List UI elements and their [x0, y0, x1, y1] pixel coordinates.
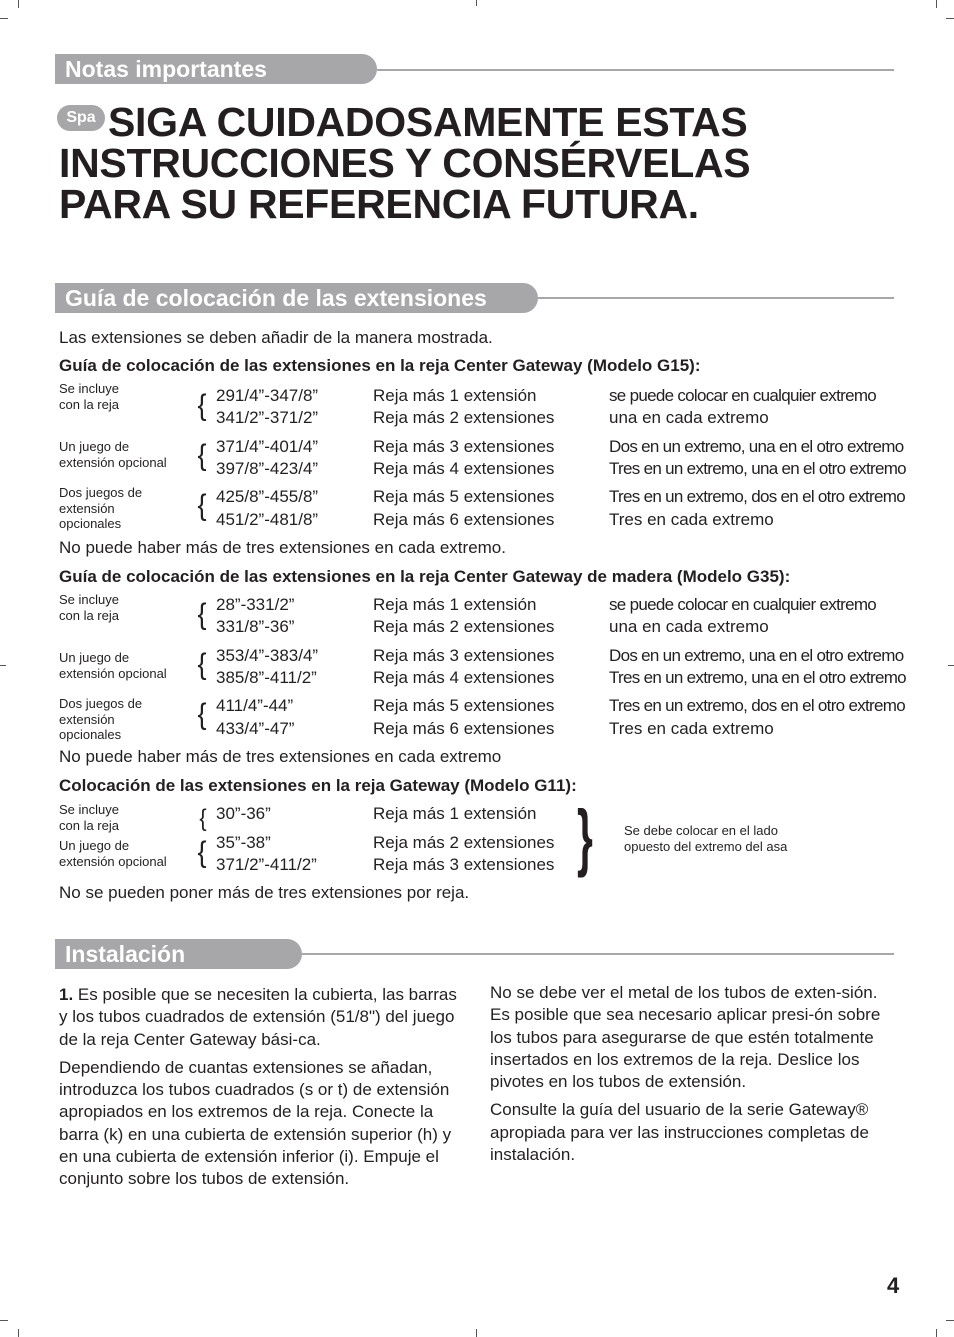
language-badge: Spa: [57, 105, 105, 131]
g11-group-2-brace: {: [197, 836, 207, 869]
g35-group-2-brace: {: [197, 648, 207, 681]
crop-mark-right: [948, 665, 954, 666]
g15-group-3-label: Dos juegos de extensión opcionales: [59, 485, 143, 531]
main-title-line-2: INSTRUCCIONES Y CONSÉRVELAS: [59, 140, 751, 186]
crop-mark-bl2: [0, 1320, 8, 1321]
g35-extensions: Reja más 4 extensiones: [373, 668, 555, 687]
g15-placement: una en cada extremo: [609, 408, 769, 427]
g11-group-2-label: Un juego de extensión opcional: [59, 838, 167, 869]
g35-group-1-label: Se incluye con la reja: [59, 592, 119, 623]
g35-placement: Tres en un extremo, dos en el otro extremo: [609, 696, 905, 715]
g15-placement: Dos en un extremo, una en el otro extremo: [609, 437, 904, 456]
g15-placement: se puede colocar en cualquier extremo: [609, 386, 877, 405]
g35-heading: Guía de colocación de las extensiones en la reja Center Gateway de madera (Modelo G35):: [59, 567, 791, 586]
g35-placement: se puede colocar en cualquier extremo: [609, 595, 877, 614]
g15-range: 425/8”-455/8”: [216, 487, 319, 506]
g15-placement: Tres en un extremo, dos en el otro extremo: [609, 487, 905, 506]
g35-extensions: Reja más 6 extensiones: [373, 719, 555, 738]
crop-mark-tr2: [946, 18, 954, 19]
g35-group-2-label: Un juego de extensión opcional: [59, 650, 167, 681]
g11-closing-brace: }: [577, 795, 593, 878]
section-rule-install: [302, 953, 894, 955]
g35-placement: Dos en un extremo, una en el otro extremo: [609, 646, 904, 665]
g15-group-2-label: Un juego de extensión opcional: [59, 439, 167, 470]
main-title-line-3: PARA SU REFERENCIA FUTURA.: [59, 181, 699, 227]
g11-range: 35”-38”: [216, 833, 271, 852]
g35-range: 331/8”-36”: [216, 617, 295, 636]
g15-range: 451/2”-481/8”: [216, 510, 319, 529]
g35-extensions: Reja más 5 extensiones: [373, 696, 555, 715]
g11-note: No se pueden poner más de tres extensiones por reja.: [59, 883, 470, 902]
g15-range: 397/8”-423/4”: [216, 459, 319, 478]
crop-mark-top: [476, 0, 477, 6]
g15-group-1-label: Se incluye con la reja: [59, 381, 119, 412]
crop-mark-tl2: [0, 18, 8, 19]
g35-extensions: Reja más 2 extensiones: [373, 617, 555, 636]
crop-mark-tr: [936, 0, 937, 8]
g11-extensions: Reja más 3 extensiones: [373, 855, 555, 874]
g15-extensions: Reja más 2 extensiones: [373, 408, 555, 427]
g15-extensions: Reja más 4 extensiones: [373, 459, 555, 478]
crop-mark-left: [0, 665, 6, 666]
g11-group-1-brace: {: [199, 805, 207, 832]
g35-range: 353/4”-383/4”: [216, 646, 319, 665]
g15-heading: Guía de colocación de las extensiones en la reja Center Gateway (Modelo G15):: [59, 356, 701, 375]
g35-placement: Tres en un extremo, una en el otro extremo: [609, 668, 906, 687]
install-right-column: [490, 982, 896, 1172]
main-title: [59, 99, 751, 227]
install-step-1-text: Es posible que se necesiten la cubierta, las barras y los tubos cuadrados de extensión (51/8") del juego de la reja Center Gateway bási-ca.: [59, 985, 457, 1049]
g35-range: 385/8”-411/2”: [216, 668, 317, 687]
install-right-paragraph-2: Consulte la guía del usuario de la serie Gateway® apropiada para ver las instrucciones completas de instalación.: [490, 1100, 869, 1165]
g15-range: 371/4”-401/4”: [216, 437, 319, 456]
section-header-guide: Guía de colocación de las extensiones: [55, 283, 538, 313]
section-rule-guide: [538, 297, 894, 299]
g15-extensions: Reja más 1 extensión: [373, 386, 537, 405]
install-step-1: [59, 984, 469, 1051]
g35-extensions: Reja más 1 extensión: [373, 595, 537, 614]
guide-intro: Las extensiones se deben añadir de la manera mostrada.: [59, 328, 493, 347]
install-left-column: [59, 984, 469, 1197]
g15-group-1-brace: {: [197, 389, 207, 422]
g15-range: 291/4”-347/8”: [216, 386, 319, 405]
g35-group-3-brace: {: [197, 698, 207, 731]
section-header-install: Instalación: [55, 939, 302, 969]
page-number: 4: [887, 1273, 900, 1298]
g11-extensions: Reja más 1 extensión: [373, 804, 537, 823]
g11-heading: Colocación de las extensiones en la reja Gateway (Modelo G11):: [59, 776, 577, 795]
g35-range: 28”-331/2”: [216, 595, 295, 614]
crop-mark-tl: [18, 0, 19, 8]
g11-side-note: Se debe colocar en el lado opuesto del extremo del asa: [624, 823, 788, 854]
g15-note: No puede haber más de tres extensiones en cada extremo.: [59, 538, 506, 557]
g15-placement: Tres en un extremo, una en el otro extremo: [609, 459, 906, 478]
g11-range: 30”-36”: [216, 804, 271, 823]
crop-mark-br2: [946, 1320, 954, 1321]
install-step-number: 1.: [59, 985, 74, 1004]
g15-extensions: Reja más 6 extensiones: [373, 510, 555, 529]
g35-group-1-brace: {: [197, 598, 207, 631]
g15-extensions: Reja más 3 extensiones: [373, 437, 555, 456]
g11-range: 371/2”-411/2”: [216, 855, 317, 874]
install-right-paragraph-1: No se debe ver el metal de los tubos de exten-sión. Es posible que sea necesario aplicar presi-ón sobre los tubos para asegurarse de que estén totalmente insertados en los extremos de la reja. Deslice los pivotes en los tubos de extensión.: [490, 983, 881, 1092]
g11-extensions: Reja más 2 extensiones: [373, 833, 555, 852]
g15-extensions: Reja más 5 extensiones: [373, 487, 555, 506]
g15-range: 341/2”-371/2”: [216, 408, 319, 427]
main-title-line-1: SIGA CUIDADOSAMENTE ESTAS: [108, 99, 748, 145]
g15-group-3-brace: {: [197, 489, 207, 522]
g15-placement: Tres en cada extremo: [609, 510, 774, 529]
crop-mark-br: [936, 1329, 937, 1337]
g35-placement: Tres en cada extremo: [609, 719, 774, 738]
install-left-paragraph-2: Dependiendo de cuantas extensiones se añadan, introduzca los tubos cuadrados (s or t) de extensión apropiados en los extremos de la reja. Conecte la barra (k) en una cubierta de extensión superior (h) y en una cubierta de extensión inferior (i). Empuje el conjunto sobre los tubos de extensión.: [59, 1057, 452, 1189]
crop-mark-bottom: [476, 1329, 477, 1337]
section-rule-notes: [377, 69, 894, 71]
g35-placement: una en cada extremo: [609, 617, 769, 636]
g35-range: 433/4”-47”: [216, 719, 295, 738]
g15-group-2-brace: {: [197, 439, 207, 472]
g35-note: No puede haber más de tres extensiones en cada extremo: [59, 747, 502, 766]
g35-range: 411/4”-44”: [216, 696, 294, 715]
g35-group-3-label: Dos juegos de extensión opcionales: [59, 696, 143, 742]
section-header-notes: Notas importantes: [55, 54, 377, 84]
g35-extensions: Reja más 3 extensiones: [373, 646, 555, 665]
g11-group-1-label: Se incluye con la reja: [59, 802, 119, 833]
crop-mark-bl: [18, 1329, 19, 1337]
